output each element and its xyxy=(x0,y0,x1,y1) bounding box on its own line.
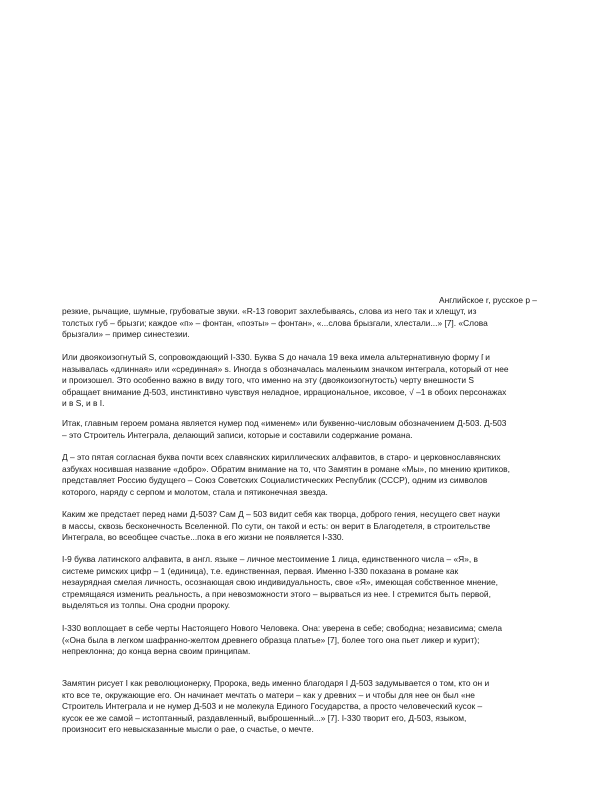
paragraph-line: I-9 буква латинского алфавита, в англ. языке – личное местоимение 1 лица, единственного числа – «Я», в xyxy=(62,554,478,564)
paragraph-line: Или двоякоизогнутый S, сопровождающий I-330. Буква S до начала 19 века имела альтернативную форму ſ и xyxy=(62,352,490,362)
paragraph-line: выделяться из толпы. Она сродни пророку. xyxy=(62,600,231,611)
paragraph-line: I-330 воплощает в себе черты Настоящего Нового Человека. Она: уверена в себе; свободна; независима; смела xyxy=(62,623,503,633)
paragraph-line: системе римских цифр – 1 (единица), т.е. единственная, первая. Именно I-330 показана в романе как xyxy=(62,565,459,576)
paragraph-line: незаурядная смелая личность, осознающая свою индивидуальность, свое «Я», имеющая собственное мнение, xyxy=(62,577,498,588)
paragraph-line: брызгали» – пример синестезии. xyxy=(62,329,190,340)
paragraph-4 xyxy=(62,452,562,498)
paragraph-line: Строитель Интеграла и не нумер Д-503 и не молекула Единого Государства, а просто человеческий кусок – xyxy=(62,701,483,712)
paragraph-line: Интеграла, во всеобщее счастье...пока в его жизни не появляется I-330. xyxy=(62,532,344,543)
paragraph-line: толстых губ – брызги; каждое «п» – фонтан, «поэты» – фонтан», «...слова брызгали, хлестали...» [7]. «Слова xyxy=(62,317,488,328)
paragraph-line: Д – это пятая согласная буква почти всех славянских кириллических алфавитов, в старо- и церковнославянских xyxy=(62,452,501,462)
paragraph-line: кусок ее же самой – истоптанный, раздавленный, выброшенный...» [7]. I-330 творит его, Д-503, языком, xyxy=(62,712,467,723)
paragraph-line: и в S, и в I. xyxy=(62,398,105,409)
paragraph-6 xyxy=(62,554,562,612)
paragraph-line: Итак, главным героем романа является нумер под «именем» или буквенно-числовым обозначением Д-503. Д-503 xyxy=(62,418,507,428)
paragraph-1 xyxy=(62,306,562,341)
paragraph-7 xyxy=(62,623,562,658)
paragraph-line: представляет Россию будущего – Союз Советских Социалистических Республик (СССР), одним из символов xyxy=(62,475,488,486)
paragraph-line: Каким же предстает перед нами Д-503? Сам Д – 503 видит себя как творца, доброго гения, несущего свет науки xyxy=(62,509,500,519)
paragraph-2 xyxy=(62,352,562,410)
paragraph-line: произносит его невысказанные мысли о рае, о счастье, о мечте. xyxy=(62,724,314,735)
paragraph-line: («Она была в легком шафранно-желтом древнего образца платье» [7], более того она пьет ликер и курит); xyxy=(62,634,480,645)
paragraph-line: в массы, сквозь бесконечность Вселенной. По сути, он такой и есть: он верит в Благодетеля, в строительстве xyxy=(62,520,491,531)
paragraph-line: обращает внимание Д-503, инстинктивно чувствуя неладное, иррациональное, иксовое, √ –1 в обоих персонажах xyxy=(62,386,507,397)
paragraph-8 xyxy=(62,678,562,736)
paragraph-5 xyxy=(62,509,562,544)
paragraph-line: непреклонна; до конца верна своим принципам. xyxy=(62,646,251,657)
paragraph-line: Замятин рисует I как революционерку, Пророка, ведь именно благодаря I Д-503 задумывается о том, кто он и xyxy=(62,678,490,688)
lead-text: Английское r, русское р – xyxy=(439,295,537,305)
paragraph-line: резкие, рычащие, шумные, грубоватые звуки. «R-13 говорит захлебываясь, слова из него так и хлещут, из xyxy=(62,306,477,316)
paragraph-3 xyxy=(62,418,562,441)
paragraph-line: кто все те, окружающие его. Он начинает мечтать о матери – как у древних – и чтобы для нее он был «не xyxy=(62,689,475,700)
paragraph-line: стремящаяся изменить реальность, а при невозможности этого – вырваться из нее. I стремится быть первой, xyxy=(62,588,491,599)
paragraph-line: азбуках носившая название «добро». Обратим внимание на то, что Замятин в романе «Мы», по мнению критиков, xyxy=(62,463,510,474)
paragraph-line: которого, наряду с серпом и молотом, стала и пятиконечная звезда. xyxy=(62,486,328,497)
paragraph-line: и произошел. Это особенно важно в виду того, что именно на эту (двоякоизогнутость) черту внешности S xyxy=(62,375,474,386)
paragraph-line: называлась «длинная» или «срединная» s. Иногда s обозначалась маленьким значком интеграла, который от нее xyxy=(62,363,509,374)
paragraph-line: – это Строитель Интеграла, делающий записи, которые и составили содержание романа. xyxy=(62,429,413,440)
